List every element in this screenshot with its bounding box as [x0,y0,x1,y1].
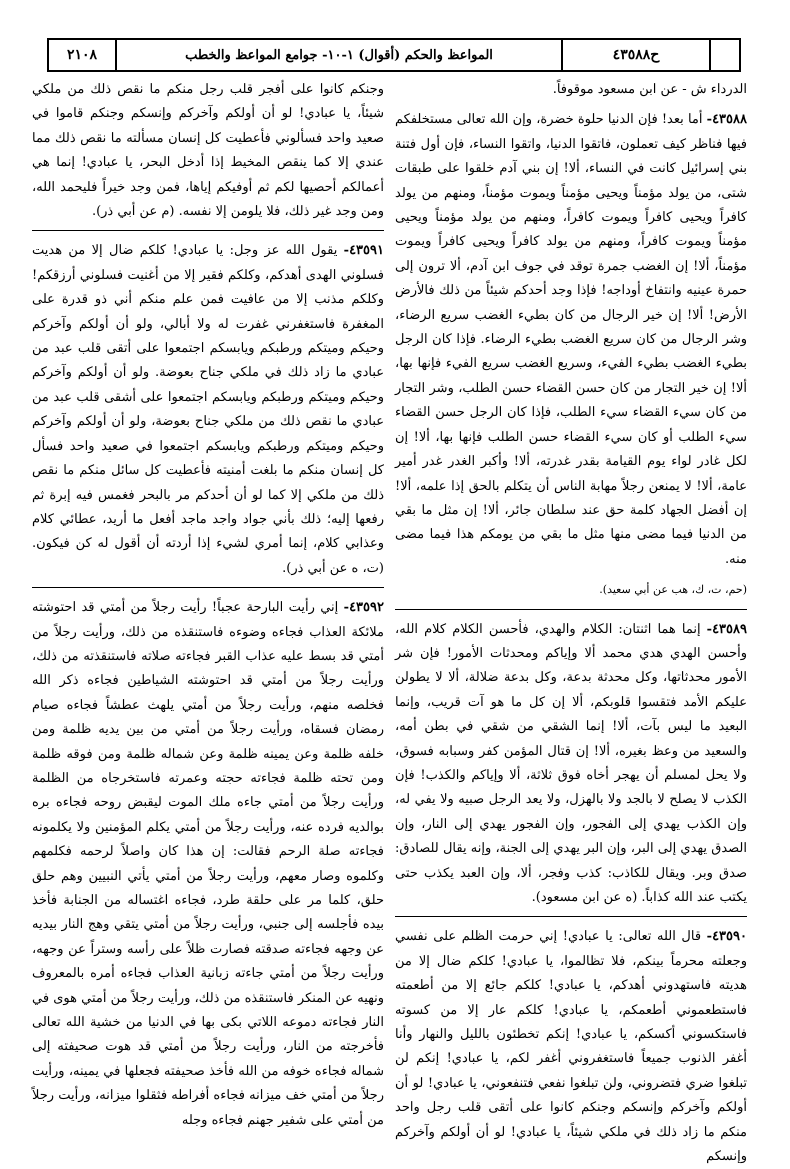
hadith-43590-continued [32,78,384,224]
page-header [47,38,741,72]
hadith-range: ح٤٣٥٨٨ [561,40,709,70]
divider [395,916,747,917]
hadith-43591 [32,239,384,581]
header-blank-cell [709,40,739,70]
hadith-43592 [32,596,384,1133]
hadith-number: ٤٣٥٨٨- [706,112,747,128]
hadith-source: (ه عن ابن مسعود). [531,890,638,905]
hadith-text: وجنكم كانوا على أفجر قلب رجل منكم ما نقص ذلك من ملكي شيئاً، يا عبادي! لو أن أولكم وآخركم وإنسكم وجنكم قاموا في صعيد واحد فسألوني فأعطيت كل إنسان مسألته ما نقص ذلك مما عندي إلا كما ينقص المخيط إذا أدخل البحر، يا عبادي! إنما هي أعمالكم أحصيها لكم ثم أوفيكم إياها، فمن وجد خيراً فليحمد الله، ومن وجد غير ذلك، فلا يلومن إلا نفسه. [32,82,384,220]
right-column [395,78,747,1165]
hadith-text: إني رأيت البارحة عجباً! رأيت رجلاً من أمتي قد احتوشته ملائكة العذاب فجاءه وضوءه فاستنقذه من ذلك، ورأيت رجلاً من أمتي قد بسط عليه عذاب القبر فجاءته صلاته فاستنقذته من ذلك، ورأيت رجلاً من أمتي قد احتوشته الشياطين فجاءه ذكر الله فخلصه منهم، ورأيت رجلاً من أمتي يلهث عطشاً فجاءه صيام رمضان فسقاه، ورأيت رجلاً من أمتي من بين يديه ظلمة ومن خلفه ظلمة وعن يمينه ظلمة وعن شماله ظلمة ومن فوقه ظلمة ومن تحته ظلمة فجاءته حجته وعمرته فاستخرجاه من الظلمة ورأيت رجلاً من أمتي جاءه ملك الموت ليقبض روحه فجاءه بره بوالديه فرده عنه، ورأيت رجلاً من أمتي يكلم المؤمنين ولا يكلمونه فجاءته صلة الرحم فقالت: إن هذا كان واصلاً لرحمه فكلمهم وكلموه وصار معهم، ورأيت رجلاً من أمتي يأتي النبيين وهم حلق حلق، كلما مر على حلقة طرد، فجاءه اغتساله من الجنابة فأخذ بيده فأجلسه إلى جنبي، ورأيت رجلاً من أمتي يتقي وهج النار بيديه عن وجهه فجاءته صدقته فصارت ظلاً على رأسه وستراً عن وجهه، ورأيت رجلاً من أمتي جاءته زبانية العذاب فجاءه أمره بالمعروف ونهيه عن المنكر فاستنقذه من ذلك، ورأيت رجلاً من أمتي هوى في النار فجاءته دموعه اللاتي بكى بها في الدنيا من خشية الله تعالى فأخرجته من النار، ورأيت رجلاً من أمتي قد هوت صحيفته إلى شماله فجاءه خوفه من الله فأخذ صحيفته فجعلها في يمينه، ورأيت رجلاً من أمتي خف ميزانه فجاءه أفراطه فثقلوا ميزانه، ورأيت رجلاً من أمتي على شفير جهنم فجاءه وجله [32,600,384,1128]
hadith-source: (م عن أبي ذر). [91,204,175,220]
hadith-number: ٤٣٥٨٩- [706,621,747,637]
running-title: المواعظ والحكم (أقوال) ١-١٠- جوامع المواعظ والخطب [185,47,493,63]
page-number: ٢١٠٨ [49,40,117,70]
hadith-text: قال الله تعالى: يا عبادي! إني حرمت الظلم على نفسي وجعلته محرماً بينكم، فلا تظالموا، يا عبادي! كلكم ضال إلا من هديته فاستهدوني أهدكم، يا عبادي! كلكم جائع إلا من أطعمته فاستطعموني أطعمكم، يا عبادي! كلكم عار إلا من كسوته فاستكسوني أكسكم، يا عبادي! إنكم تخطئون بالليل والنهار وأنا أغفر الذنوب جميعاً فاستغفروني أغفر لكم، يا عبادي! إنكم لن تبلغوا ضري فتضروني، ولن تبلغوا نفعي فتنفعوني، يا عبادي! لو أن أولكم وآخركم وإنسكم وجنكم كانوا على أتقى قلب رجل واحد منكم ما زاد ذلك في ملكي شيئاً، يا عبادي! لو أن أولكم وآخركم وإنسكم [395,929,747,1165]
hadith-text: إنما هما اثنتان: الكلام والهدي، فأحسن الكلام كلام الله، وأحسن الهدي هدي محمد ألا وإياكم ومحدثات الأمور! فإن شر الأمور محدثاتها، وكل محدثة بدعة، وكل بدعة ضلالة، ألا لا يطولن عليكم الأمد فتقسوا قلوبكم، ألا إن كل ما هو آت قريب، وإنما البعيد ما ليس بآت، ألا! إنما الشقي من شقي في بطن أمه، والسعيد من وعظ بغيره، ألا! إن قتال المؤمن كفر وسبابه فسوق، ولا يحل لمسلم أن يهجر أخاه فوق ثلاثة، ألا وإياكم والكذب! فإن الكذب لا يصلح لا بالجد ولا بالهزل، ولا يعد الرجل صبيه ولا يفي له، وإن الكذب يهدي إلى الفجور، وإن الفجور يهدي إلى النار، وإن الصدق يهدي إلى البر، وإن البر يهدي إلى الجنة، وإنه يقال للصادق: صدق وبر. ويقال للكاذب: كذب وفجر، ألا، وإن العبد يكذب حتى يكتب عند الله كذاباً. [395,621,747,905]
hadith-43588 [395,108,747,572]
hadith-number: ٤٣٥٩٢- [343,600,384,616]
hadith-number: ٤٣٥٩١- [343,243,384,259]
hadith-43590 [395,925,747,1169]
hadith-43589 [395,618,747,911]
hadith-text: يقول الله عز وجل: يا عبادي! كلكم ضال إلا من هديت فسلوني الهدى أهدكم، وكلكم فقير إلا من أغنيت فسلوني أرزقكم! وكلكم مذنب إلا من عافيت فمن علم منكم أني ذو قدرة على المغفرة فاستغفرني غفرت له ولا أبالي، ولو أن أولكم وآخركم وحيكم وميتكم ورطبكم ويابسكم اجتمعوا على أتقى قلب عبد من عبادي ما زاد ذلك في ملكي جناح بعوضة. ولو أن أولكم وآخركم وحيكم وميتكم ورطبكم ويابسكم اجتمعوا على أشقى قلب عبد من عبادي ما نقص ذلك من ملكي جناح بعوضة، ولو أن أولكم وآخركم وحيكم وميتكم ورطبكم ويابسكم اجتمعوا في صعيد واحد فسأل كل إنسان منكم ما بلغت أمنيته فأعطيت كل سائل منكم ما نقص ذلك من ملكي إلا كما لو أن أحدكم مر بالبحر فغمس فيه إبرة ثم رفعها إليه؛ ذلك بأني جواد واجد ماجد أفعل ما أريد، عطائي كلام وعذابي كلام، إنما أمري لشيء إذا أردته أن أقول له كن فيكون. [32,243,384,552]
left-column [32,78,384,1128]
divider [32,587,384,588]
hadith-source: (ت، ه عن أبي ذر). [282,560,384,576]
divider [32,230,384,231]
hadith-number: ٤٣٥٩٠- [706,929,747,945]
hadith-source: (حم، ت، ك، هب عن أبي سعيد). [599,583,747,597]
hadith-text: أما بعد! فإن الدنيا حلوة خضرة، وإن الله تعالى مستخلفكم فيها فناظر كيف تعملون، فاتقوا الدنيا، واتقوا النساء، فإن أول فتنة بني إسرائيل كانت في النساء، ألا! إن بني آدم خلقوا على طبقات شتى، من يولد مؤمناً ويحيى مؤمناً ويموت مؤمناً، ومنهم من يولد كافراً ويحيى كافراً ويموت كافراً، ومنهم من يولد مؤمناً ويحيى مؤمناً ويموت كافراً، ومنهم من يولد كافراً ويحيى كافراً ويموت مؤمناً، ألا! إن الغضب جمرة توقد في جوف ابن آدم، ألا ترون إلى حمرة عينيه وانتفاخ أوداجه! فإذا وجد أحدكم شيئاً من ذلك فالأرض الأرض! ألا! إن خير الرجال من كان بطيء الغضب سريع الرضاء، وشر الرجال من كان سريع الغضب بطيء الرضاء. فإذا كان الرجل بطيء الغضب بطيء الفيء، وسريع الغضب سريع الفيء فإنها بها، ألا! إن خير التجار من كان حسن القضاء حسن الطلب، وشر التجار من كان سيء القضاء سيء الطلب، فإذا كان الرجل حسن القضاء سيء الطلب أو كان سيء القضاء حسن الطلب فإنها بها، ألا! إن لكل غادر لواء يوم القيامة بقدر غدرته، ألا! وأكبر الغدر غدر أمير عامة، ألا! لا يمنعن رجلاً مهابة الناس أن يتكلم بالحق إذا علمه، ألا! إن أفضل الجهاد كلمة حق عند سلطان جائر، ألا! إن مثل ما بقي من الدنيا فيما مضى منها مثل ما بقي من يومكم هذا فيما مضى منه. [395,112,747,567]
continuation-source-line: الدرداء ش - عن ابن مسعود موقوفاً. [552,82,747,97]
divider [395,609,747,610]
